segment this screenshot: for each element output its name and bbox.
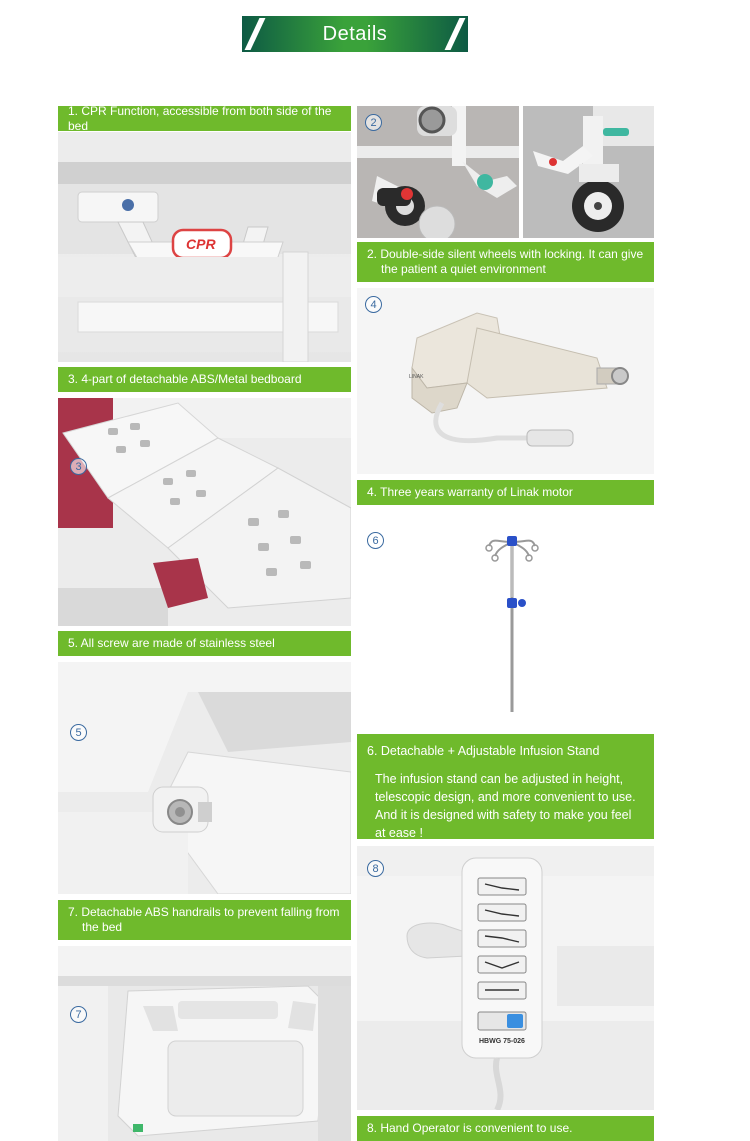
- section-6-panel: [357, 734, 654, 839]
- section-4-label-text: 4. Three years warranty of Linak motor: [367, 485, 573, 499]
- bedboard-illustration: [58, 398, 351, 626]
- section-1-label: [58, 103, 351, 133]
- section-5-label-text: 5. All screw are made of stainless steel: [68, 636, 275, 650]
- hand-operator-model: HBWG 75-026: [479, 1038, 525, 1045]
- handrail-photo: [58, 946, 351, 1141]
- section-2-label-line2: the patient a quiet environment: [381, 262, 546, 276]
- section-6-badge: 6: [367, 532, 384, 549]
- section-7-label: [58, 900, 351, 940]
- linak-brand-mark: LINAK: [409, 374, 424, 380]
- motor-illustration: [357, 288, 654, 474]
- wheel-photo-left: [357, 106, 519, 238]
- header-slash-left: [245, 18, 266, 50]
- header-slash-right: [445, 18, 466, 50]
- section-8-label: [357, 1116, 654, 1141]
- motor-photo: [357, 288, 654, 474]
- wheel-right-illustration: [523, 106, 654, 238]
- section-7-badge: 7: [70, 1006, 87, 1023]
- cpr-badge-text: CPR: [186, 236, 216, 252]
- section-3-badge: 3: [70, 458, 87, 475]
- infusion-stand-illustration: [357, 512, 654, 734]
- hand-operator-illustration: [357, 846, 654, 1110]
- cpr-photo: [58, 132, 351, 362]
- wheel-photo-right: [523, 106, 654, 238]
- infusion-stand-photo: [357, 512, 654, 734]
- bedboard-photo: [58, 398, 351, 626]
- section-4-label: [357, 480, 654, 505]
- section-7-label-line1: 7. Detachable ABS handrails to prevent falling from: [68, 905, 340, 919]
- section-3-label: [58, 367, 351, 392]
- section-8-badge: 8: [367, 860, 384, 877]
- section-6-heading: 6. Detachable + Adjustable Infusion Stand: [367, 744, 600, 758]
- screw-photo: [58, 662, 351, 894]
- section-2-label-line1: 2. Double-side silent wheels with locking. It can give: [367, 247, 644, 261]
- handrail-illustration: [58, 946, 351, 1141]
- section-5-label: [58, 631, 351, 656]
- section-2-label: [357, 242, 654, 282]
- hand-operator-photo: [357, 846, 654, 1110]
- screw-illustration: [58, 662, 351, 894]
- section-4-badge: 4: [365, 296, 382, 313]
- section-7-label-line2: the bed: [82, 920, 123, 934]
- section-2-badge: 2: [365, 114, 382, 131]
- section-3-label-text: 3. 4-part of detachable ABS/Metal bedboard: [68, 372, 302, 386]
- header-title: Details: [322, 22, 388, 45]
- details-header: [242, 16, 468, 52]
- section-5-badge: 5: [70, 724, 87, 741]
- section-8-label-text: 8. Hand Operator is convenient to use.: [367, 1121, 573, 1135]
- section-6-body: The infusion stand can be adjusted in height, telescopic design, and more convenient to use. And it is designed with safety to make you feel at ease !: [375, 772, 636, 840]
- section-1-label-text: 1. CPR Function, accessible from both side of the bed: [68, 103, 332, 133]
